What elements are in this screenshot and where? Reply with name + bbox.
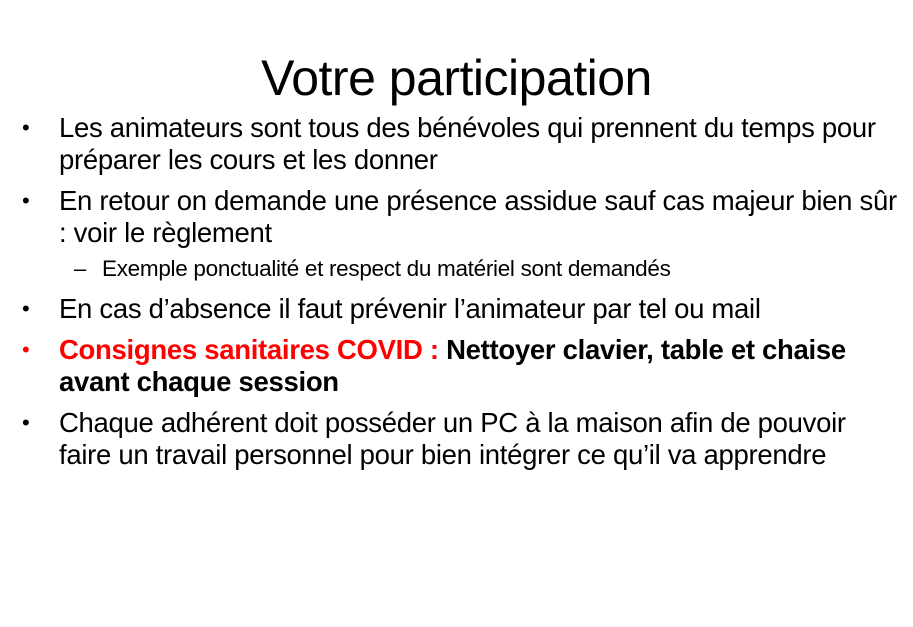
dash-icon: – xyxy=(74,256,86,281)
covid-label: Consignes sanitaires COVID : xyxy=(59,334,447,365)
bullet-icon: • xyxy=(22,115,30,140)
bullet-text: Les animateurs sont tous des bénévoles qui prennent du temps pour préparer les cours et les donner xyxy=(59,112,876,175)
bullet-item-pc-required xyxy=(22,407,902,471)
bullet-text: En cas d’absence il faut prévenir l’animateur par tel ou mail xyxy=(59,293,761,324)
bullet-item-absence xyxy=(22,293,902,325)
bullet-item-volunteers xyxy=(22,112,902,176)
bullet-text: Chaque adhérent doit posséder un PC à la maison afin de pouvoir faire un travail personnel pour bien intégrer ce qu’il va apprendre xyxy=(59,407,846,470)
bullet-item-covid xyxy=(22,334,902,398)
covid-text: Nettoyer clavier, table et chaise avant chaque session xyxy=(59,334,846,397)
bullet-text: En retour on demande une présence assidue sauf cas majeur bien sûr : voir le règlement xyxy=(59,185,897,248)
bullet-icon: • xyxy=(22,337,30,362)
bullet-item-attendance xyxy=(22,185,902,249)
bullet-icon: • xyxy=(22,296,30,321)
sub-bullet-text: Exemple ponctualité et respect du matériel sont demandés xyxy=(102,256,671,281)
bullet-list xyxy=(22,112,902,480)
bullet-icon: • xyxy=(22,410,30,435)
slide-title: Votre participation xyxy=(261,49,652,106)
bullet-icon: • xyxy=(22,188,30,213)
sub-bullet-example xyxy=(22,255,902,283)
